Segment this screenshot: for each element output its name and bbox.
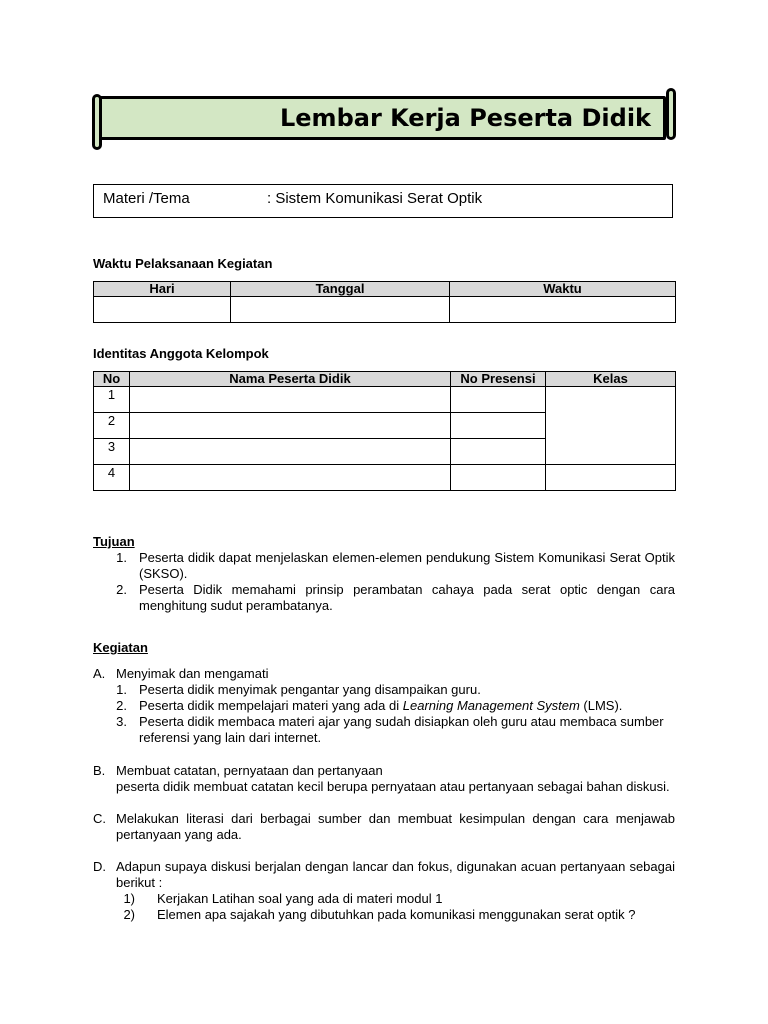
table-row (94, 465, 676, 491)
table-row (94, 387, 676, 413)
waktu-cell-waktu[interactable] (450, 297, 676, 323)
title-banner (92, 88, 676, 150)
presensi-cell[interactable] (451, 465, 546, 491)
presensi-cell[interactable] (451, 413, 546, 439)
tujuan-title: Tujuan (93, 534, 135, 549)
row-number: 1 (94, 387, 130, 413)
tujuan-list (93, 550, 675, 614)
kegiatan-title: Kegiatan (93, 640, 148, 655)
row-number: 2 (94, 413, 130, 439)
kegiatan-b: B. Membuat catatan, pernyataan dan pertanyaan peserta didik membuat catatan kecil berupa pernyataan atau pertanyaan sebagai bahan diskusi. (93, 763, 670, 794)
scroll-left-roll (92, 94, 102, 150)
row-number: 4 (94, 465, 130, 491)
list-item: 2. Peserta Didik memahami prinsip perambatan cahaya pada serat optic dengan cara menghitung sudut perambatanya. (116, 582, 675, 613)
title-banner-body (98, 96, 666, 140)
materi-box (93, 184, 673, 218)
kegiatan-d: D. Adapun supaya diskusi berjalan dengan lancar dan fokus, digunakan acuan pertanyaan sebagai berikut : 1) Kerjakan Latihan soal yang ada di materi modul 1 2) Elemen apa sajakah yang dibutuhkan pada komunikasi menggunakan serat optik ? (93, 859, 675, 922)
anggota-col-nama: Nama Peserta Didik (130, 372, 451, 387)
waktu-col-waktu: Waktu (450, 282, 676, 297)
kegiatan-a: A. Menyimak dan mengamati 1. Peserta didik menyimak pengantar yang disampaikan guru. 2. Peserta didik mempelajari materi yang ada di Learning Management System (LMS). 3. Peserta didik membaca materi ajar yang sudah disiapkan oleh guru atau membaca sumber referensi yang lain dari internet. (93, 666, 675, 746)
anggota-col-kelas: Kelas (546, 372, 676, 387)
anggota-col-presensi: No Presensi (451, 372, 546, 387)
anggota-col-no: No (94, 372, 130, 387)
page-title: Lembar Kerja Peserta Didik (279, 104, 651, 132)
waktu-cell-tanggal[interactable] (231, 297, 450, 323)
waktu-table (93, 281, 676, 323)
waktu-cell-hari[interactable] (94, 297, 231, 323)
waktu-title: Waktu Pelaksanaan Kegiatan (93, 256, 273, 271)
row-number: 3 (94, 439, 130, 465)
nama-cell[interactable] (130, 387, 451, 413)
list-item: 1. Peserta didik menyimak pengantar yang disampaikan guru. (116, 682, 481, 697)
nama-cell[interactable] (130, 413, 451, 439)
kegiatan-c: C. Melakukan literasi dari berbagai sumber dan membuat kesimpulan dengan cara menjawab pertanyaan yang ada. (93, 811, 675, 842)
list-item: 2) Elemen apa sajakah yang dibutuhkan pada komunikasi menggunakan serat optik ? (123, 907, 636, 922)
scroll-right-roll (666, 88, 676, 140)
kelas-cell[interactable] (546, 465, 676, 491)
waktu-col-tanggal: Tanggal (231, 282, 450, 297)
presensi-cell[interactable] (451, 387, 546, 413)
kelas-cell[interactable] (546, 387, 676, 465)
waktu-col-hari: Hari (94, 282, 231, 297)
materi-label: Materi /Tema (103, 190, 190, 207)
list-item: 3. Peserta didik membaca materi ajar yang sudah disiapkan oleh guru atau membaca sumber referensi yang lain dari internet. (116, 714, 664, 745)
materi-value: : Sistem Komunikasi Serat Optik (267, 190, 483, 207)
list-item: 2. Peserta didik mempelajari materi yang ada di Learning Management System (LMS). (116, 698, 623, 713)
nama-cell[interactable] (130, 465, 451, 491)
anggota-title: Identitas Anggota Kelompok (93, 346, 269, 361)
anggota-table (93, 371, 676, 491)
presensi-cell[interactable] (451, 439, 546, 465)
list-item: 1) Kerjakan Latihan soal yang ada di materi modul 1 (123, 891, 443, 906)
list-item: 1. Peserta didik dapat menjelaskan elemen-elemen pendukung Sistem Komunikasi Serat Optik (SKSO). (116, 550, 675, 581)
nama-cell[interactable] (130, 439, 451, 465)
